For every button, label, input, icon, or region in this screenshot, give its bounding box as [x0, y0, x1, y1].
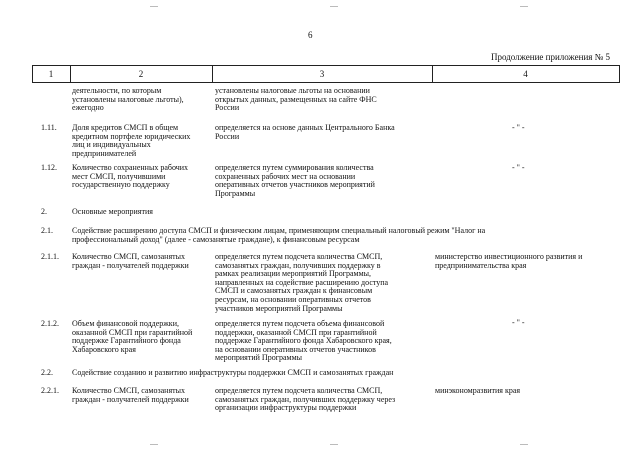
- cell-col3: определяется на основе данных Центрального Банка России: [215, 123, 395, 141]
- header-top-border: [32, 65, 620, 66]
- row-number: 1.12.: [41, 163, 57, 172]
- section-title: Основные мероприятия: [72, 207, 153, 216]
- section-number: 2.: [41, 207, 47, 216]
- cell-col2: Количество сохраненных рабочих мест СМСП, получившими государственную поддержку: [72, 163, 189, 190]
- subsection-number: 2.1.: [41, 226, 53, 235]
- cell-col4: министерство инвестиционного развития и предпринимательства края: [435, 252, 583, 270]
- cell-col3: определяется путем подсчета объема финансовой поддержки, оказанной СМСП при гарантийной поддержке Гарантийного фонда Хабаровского края, на основании оперативных отчетов участников мероприятий Программы: [215, 319, 392, 363]
- scan-edge-mark: [150, 6, 158, 7]
- cell-col4: минэкономразвития края: [435, 386, 521, 395]
- scan-edge-mark: [520, 6, 528, 7]
- scan-edge-mark: [330, 6, 338, 7]
- scan-edge-mark: [330, 444, 338, 445]
- header-col-1: 1: [48, 69, 54, 79]
- subsection-number: 2.2.: [41, 368, 53, 377]
- scan-edge-mark: [520, 444, 528, 445]
- row-number: 2.2.1.: [41, 386, 59, 395]
- cell-col3: установлены налоговые льготы на основании открытых данных, размещенных на сайте ФНС России: [215, 86, 377, 113]
- ditto-mark: - " -: [512, 163, 525, 172]
- row-number: 2.1.2.: [41, 319, 59, 328]
- row-number: 1.11.: [41, 123, 57, 132]
- cell-col2: Количество СМСП, самозанятых граждан - получателей поддержки: [72, 252, 189, 270]
- header-divider: [619, 65, 620, 82]
- page-number: 6: [308, 30, 313, 40]
- subsection-title: Содействие расширению доступа СМСП и физическим лицам, применяющим специальный налоговый режим "Налог на профессиональный доход" (далее - самозанятые граждане), к финансовым ресурсам: [72, 226, 486, 244]
- header-col-3: 3: [319, 69, 325, 79]
- header-col-4: 4: [523, 69, 528, 79]
- appendix-continuation: Продолжение приложения № 5: [490, 52, 610, 62]
- ditto-mark: - " -: [512, 318, 525, 327]
- cell-col3: определяется путем подсчета количества СМСП, самозанятых граждан, получивших поддержку в рамках реализации мероприятий Программы, направленных на содействие расширению доступа СМСП и самозанятых граждан к финансовым ресурсам, на основании оперативных отчетов участников мероприятий Программы: [215, 252, 389, 313]
- cell-col2: Количество СМСП, самозанятых граждан - получателей поддержки: [72, 386, 189, 404]
- header-bottom-border: [32, 82, 620, 83]
- cell-col2: Объем финансовой поддержки, оказанной СМСП при гарантийной поддержке Гарантийного фонда Хабаровского края: [72, 319, 193, 354]
- cell-col2: Доля кредитов СМСП в общем кредитном портфеле юридических лиц и индивидуальных предпринимателей: [72, 123, 191, 158]
- cell-col3: определяется путем подсчета количества СМСП, самозанятых граждан, получивших поддержку через организации инфраструктуры поддержки: [215, 386, 396, 413]
- row-number: 2.1.1.: [41, 252, 59, 261]
- header-col-2: 2: [138, 69, 144, 79]
- cell-col3: определяется путем суммирования количества сохраненных рабочих мест на основании оперативных отчетов участников мероприятий Программы: [215, 163, 375, 198]
- scan-edge-mark: [150, 444, 158, 445]
- ditto-mark: - " -: [512, 123, 525, 132]
- subsection-title: Содействие созданию и развитию инфраструктуры поддержки СМСП и самозанятых граждан: [72, 368, 394, 377]
- cell-col2: деятельности, по которым установлены налоговые льготы), ежегодно: [72, 86, 184, 113]
